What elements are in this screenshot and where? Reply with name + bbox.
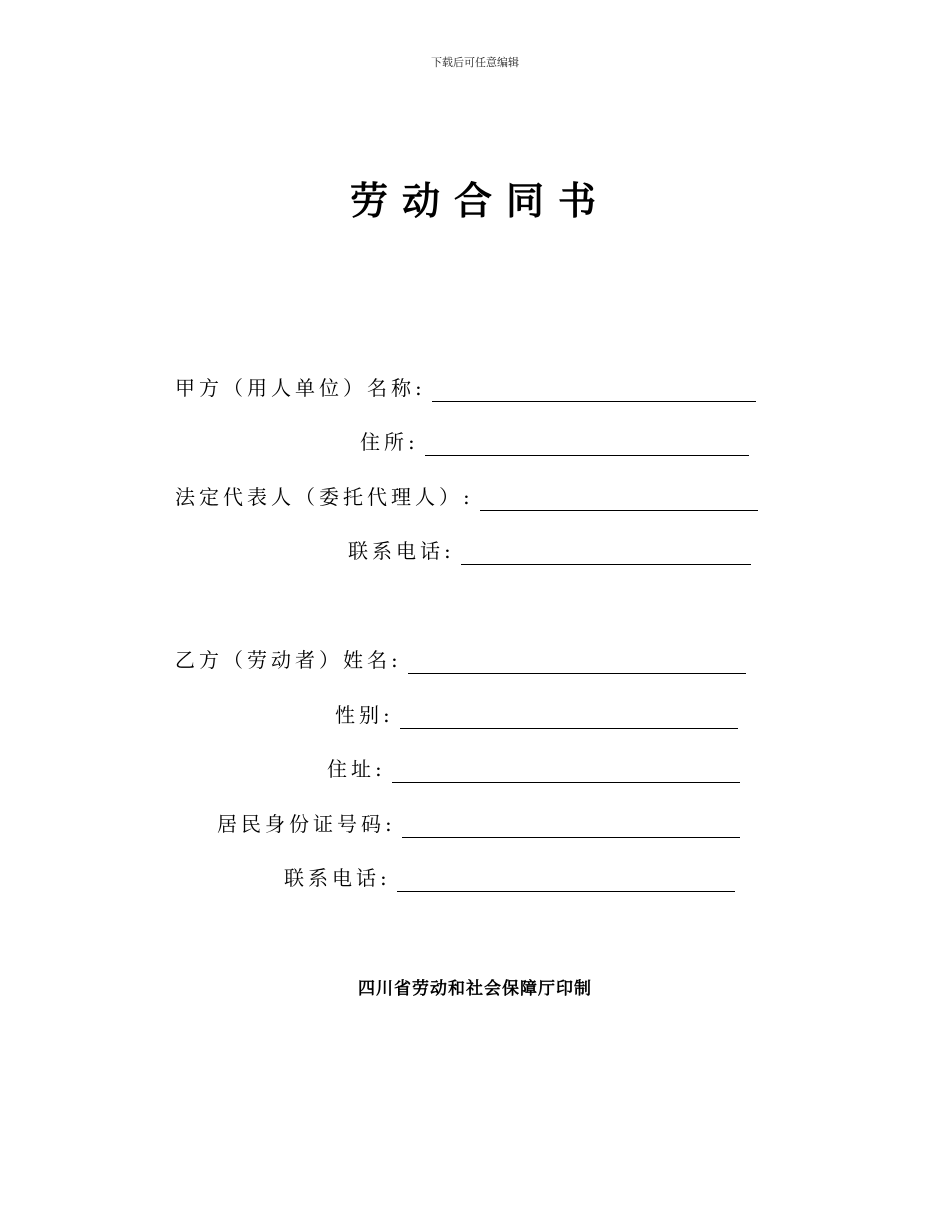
- party-b-id-line[interactable]: [402, 813, 740, 838]
- party-a-name-line[interactable]: [432, 377, 756, 402]
- party-b-address-field: [327, 753, 740, 783]
- header-note: 下载后可任意编辑: [431, 56, 519, 69]
- party-b-phone-line[interactable]: [397, 867, 735, 892]
- party-b-name-field: [175, 644, 746, 674]
- party-a-phone-label: 联系电话:: [348, 539, 455, 563]
- party-b-address-line[interactable]: [392, 758, 740, 783]
- party-a-phone-line[interactable]: [461, 540, 751, 565]
- party-b-phone-field: [284, 862, 735, 892]
- party-a-address-line[interactable]: [425, 431, 749, 456]
- party-b-name-label: 乙方（劳动者）姓名:: [175, 648, 402, 672]
- party-b-name-line[interactable]: [408, 649, 746, 674]
- party-b-address-label: 住址:: [327, 757, 386, 781]
- party-a-legal-rep-field: [175, 481, 758, 511]
- document-title: 劳动合同书: [349, 178, 610, 223]
- party-a-name-label: 甲方（用人单位）名称:: [175, 376, 426, 400]
- party-b-gender-label: 性别:: [335, 703, 394, 727]
- party-a-legal-rep-line[interactable]: [480, 486, 758, 511]
- party-a-name-field: [175, 372, 756, 402]
- party-a-legal-rep-label: 法定代表人（委托代理人）:: [175, 485, 474, 509]
- party-b-gender-line[interactable]: [400, 704, 738, 729]
- party-b-phone-label: 联系电话:: [284, 866, 391, 890]
- party-b-id-field: [217, 808, 740, 838]
- party-a-address-label: 住所:: [360, 430, 419, 454]
- party-b-id-label: 居民身份证号码:: [217, 812, 396, 836]
- party-b-gender-field: [335, 699, 738, 729]
- publisher-footer: 四川省劳动和社会保障厅印制: [358, 979, 592, 999]
- party-a-phone-field: [348, 535, 751, 565]
- party-a-address-field: [360, 426, 749, 456]
